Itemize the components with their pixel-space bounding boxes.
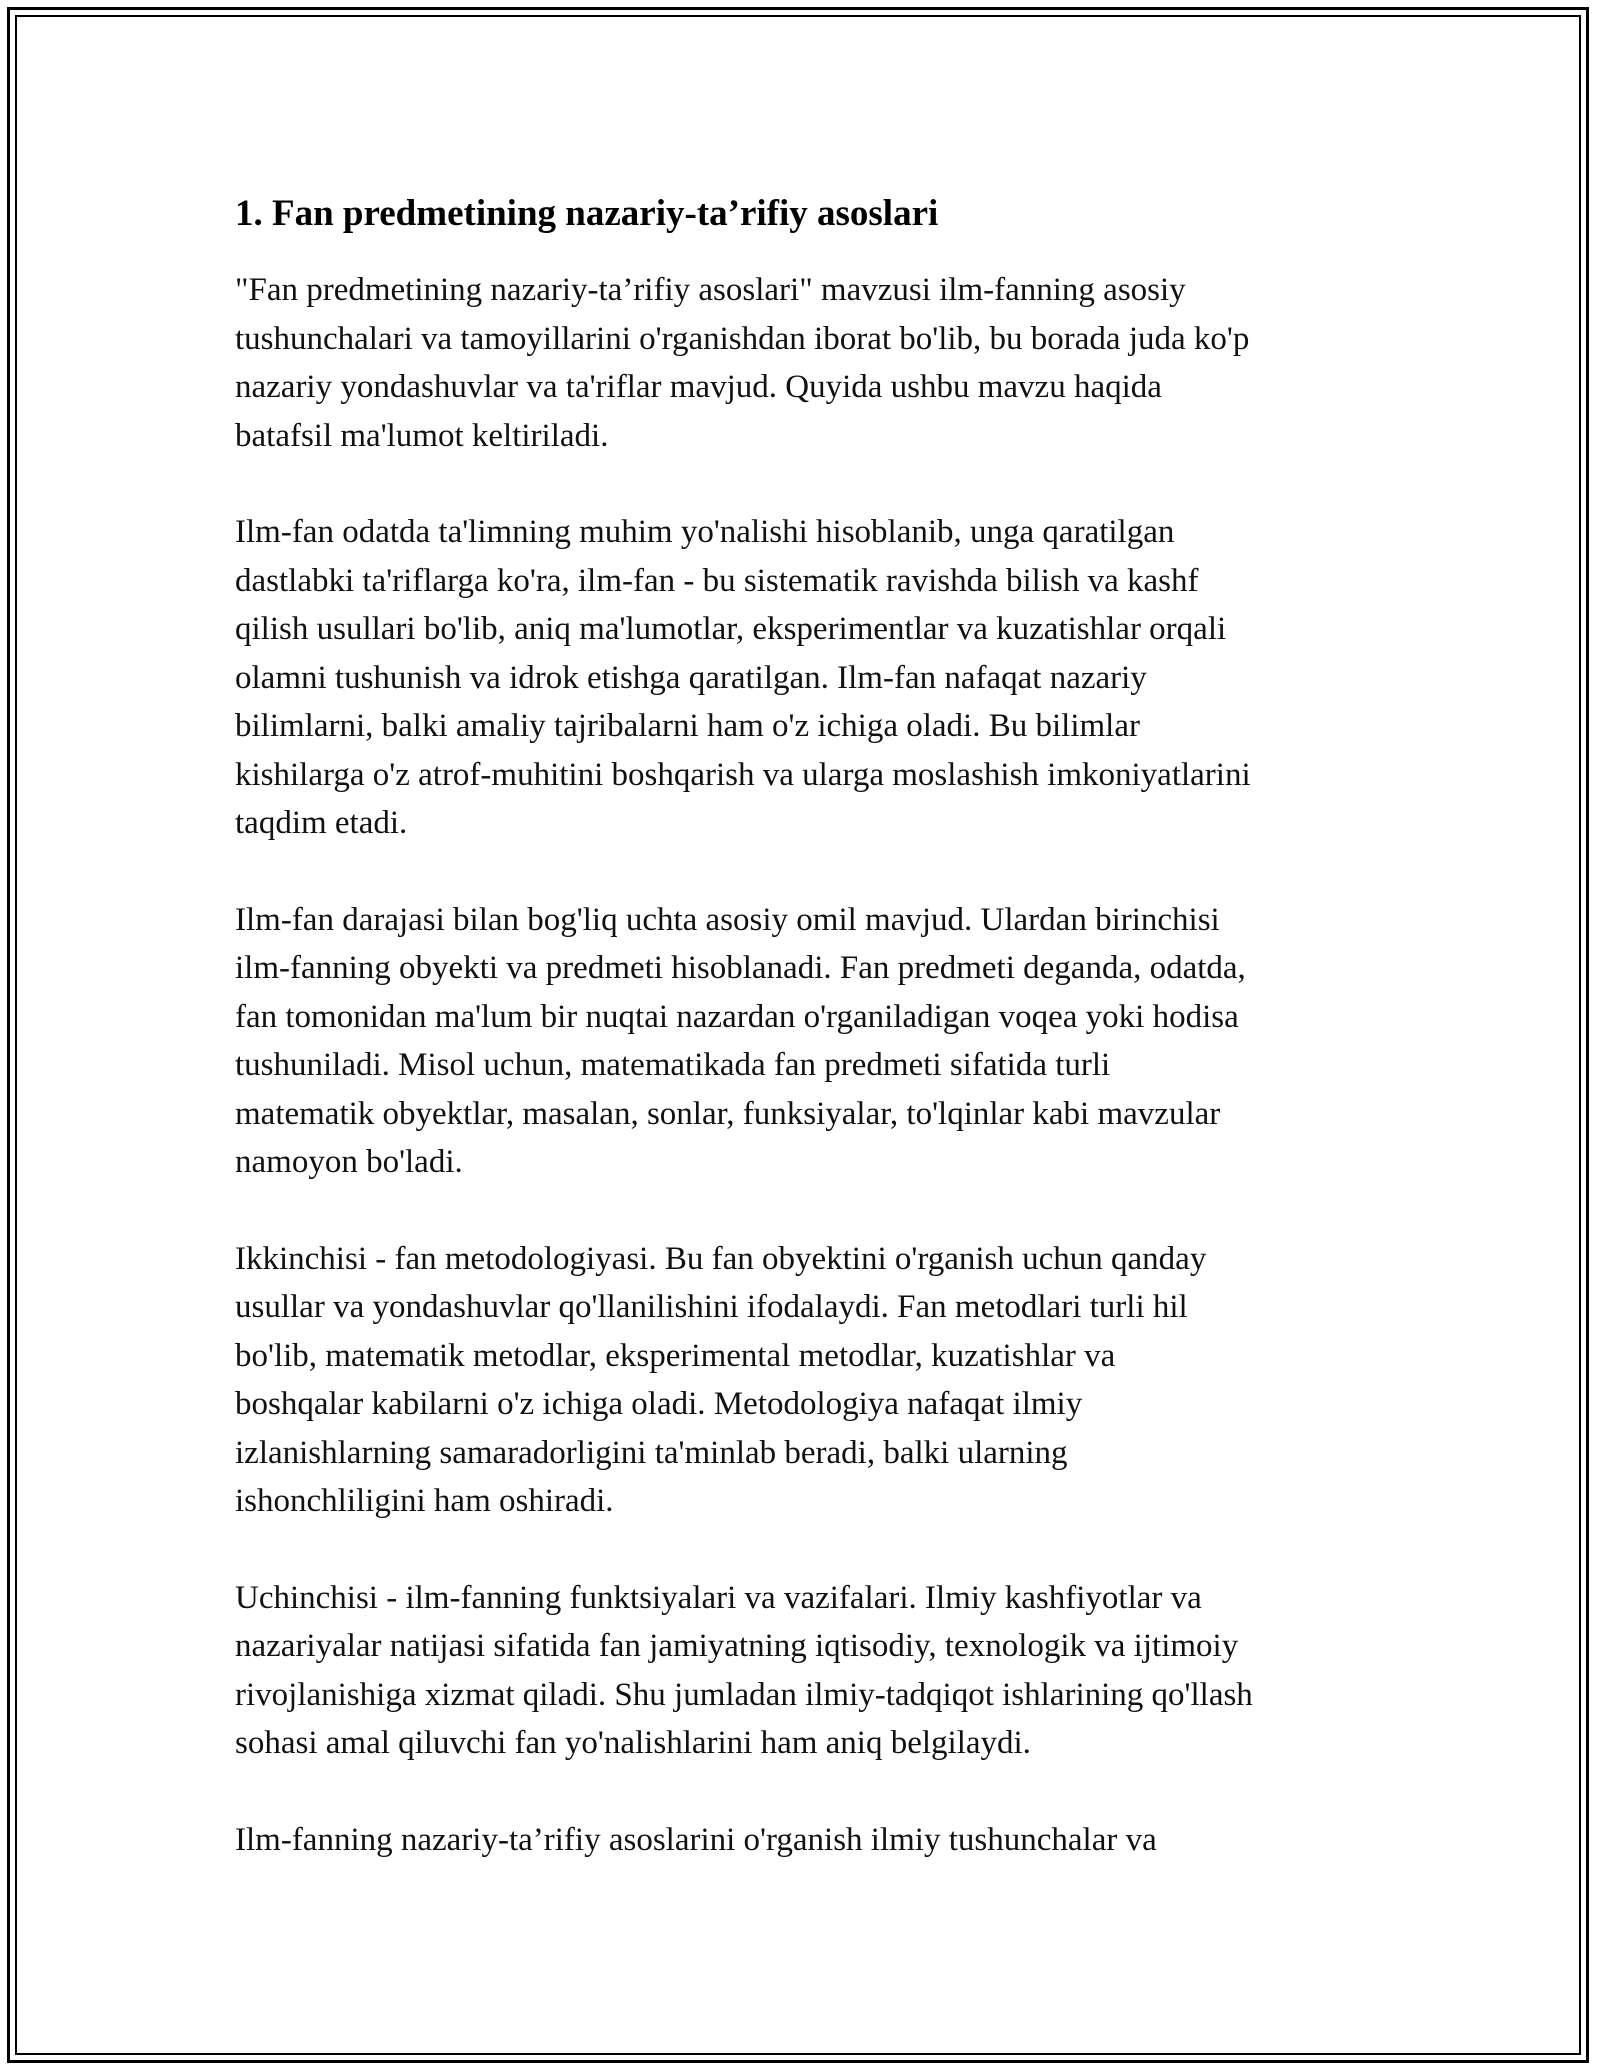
text-line: Ilm-fan odatda ta'limning muhim yo'nalishi hisoblanib, unga qaratilgan	[235, 514, 1175, 550]
text-line: qilish usullari bo'lib, aniq ma'lumotlar, eksperimentlar va kuzatishlar orqali	[235, 611, 1227, 647]
text-line: tushuniladi. Misol uchun, matematikada fan predmeti sifatida turli	[235, 1047, 1111, 1083]
text-line: Ilm-fan darajasi bilan bog'liq uchta asosiy omil mavjud. Ulardan birinchisi	[235, 901, 1220, 938]
text-line: nazariyalar natijasi sifatida fan jamiyatning iqtisodiy, texnologik va ijtimoiy	[235, 1628, 1239, 1664]
text-line: Ilm-fanning nazariy-ta’rifiy asoslarini o'rganish ilmiy tushunchalar va	[235, 1821, 1157, 1858]
paragraph-intro	[235, 266, 1375, 460]
text-line: fan tomonidan ma'lum bir nuqtai nazardan o'rganiladigan voqea yoki hodisa	[235, 998, 1239, 1035]
text-line: nazariy yondashuvlar va ta'riflar mavjud. Quyida ushbu mavzu haqida	[235, 369, 1162, 405]
section-heading: 1. Fan predmetining nazariy-ta’rifiy asoslari	[235, 193, 939, 234]
text-line: usullar va yondashuvlar qo'llanilishini ifodalaydi. Fan metodlari turli hil	[235, 1289, 1188, 1325]
text-line: bilimlarni, balki amaliy tajribalarni ham o'z ichiga oladi. Bu bilimlar	[235, 708, 1140, 744]
paragraph-conclusion	[235, 1816, 1375, 1865]
paragraph-second-factor	[235, 1235, 1375, 1526]
text-line: ishonchliligini ham oshiradi.	[235, 1483, 614, 1519]
text-line: Ikkinchisi - fan metodologiyasi. Bu fan obyektini o'rganish uchun qanday	[235, 1240, 1207, 1277]
text-line: "Fan predmetining nazariy-ta’rifiy asoslari" mavzusi ilm-fanning asosiy	[235, 272, 1186, 308]
text-line: rivojlanishiga xizmat qiladi. Shu jumladan ilmiy-tadqiqot ishlarining qo'llash	[235, 1676, 1253, 1713]
text-line: matematik obyektlar, masalan, sonlar, funksiyalar, to'lqinlar kabi mavzular	[235, 1095, 1221, 1132]
text-line: taqdim etadi.	[235, 805, 408, 841]
paragraph-science-definition	[235, 508, 1375, 848]
text-line: boshqalar kabilarni o'z ichiga oladi. Metodologiya nafaqat ilmiy	[235, 1386, 1083, 1422]
text-line: izlanishlarning samaradorligini ta'minlab beradi, balki ularning	[235, 1434, 1068, 1471]
text-line: kishilarga o'z atrof-muhitini boshqarish va ularga moslashish imkoniyatlarini	[235, 756, 1251, 793]
text-line: sohasi amal qiluvchi fan yo'nalishlarini ham aniq belgilaydi.	[235, 1725, 1031, 1761]
paragraph-third-factor	[235, 1574, 1375, 1768]
text-line: Uchinchisi - ilm-fanning funktsiyalari va vazifalari. Ilmiy kashfiyotlar va	[235, 1579, 1202, 1616]
text-line: olamni tushunish va idrok etishga qaratilgan. Ilm-fan nafaqat nazariy	[235, 659, 1147, 696]
text-line: bo'lib, matematik metodlar, eksperimental metodlar, kuzatishlar va	[235, 1337, 1116, 1374]
text-line: batafsil ma'lumot keltiriladi.	[235, 417, 609, 454]
text-line: namoyon bo'ladi.	[235, 1144, 463, 1180]
text-line: dastlabki ta'riflarga ko'ra, ilm-fan - bu sistematik ravishda bilish va kashf	[235, 562, 1199, 599]
paragraph-first-factor	[235, 896, 1375, 1187]
document-body	[235, 186, 1375, 1912]
text-line: tushunchalari va tamoyillarini o'rganishdan iborat bo'lib, bu borada juda ko'p	[235, 320, 1250, 357]
text-line: ilm-fanning obyekti va predmeti hisoblanadi. Fan predmeti deganda, odatda,	[235, 950, 1246, 986]
